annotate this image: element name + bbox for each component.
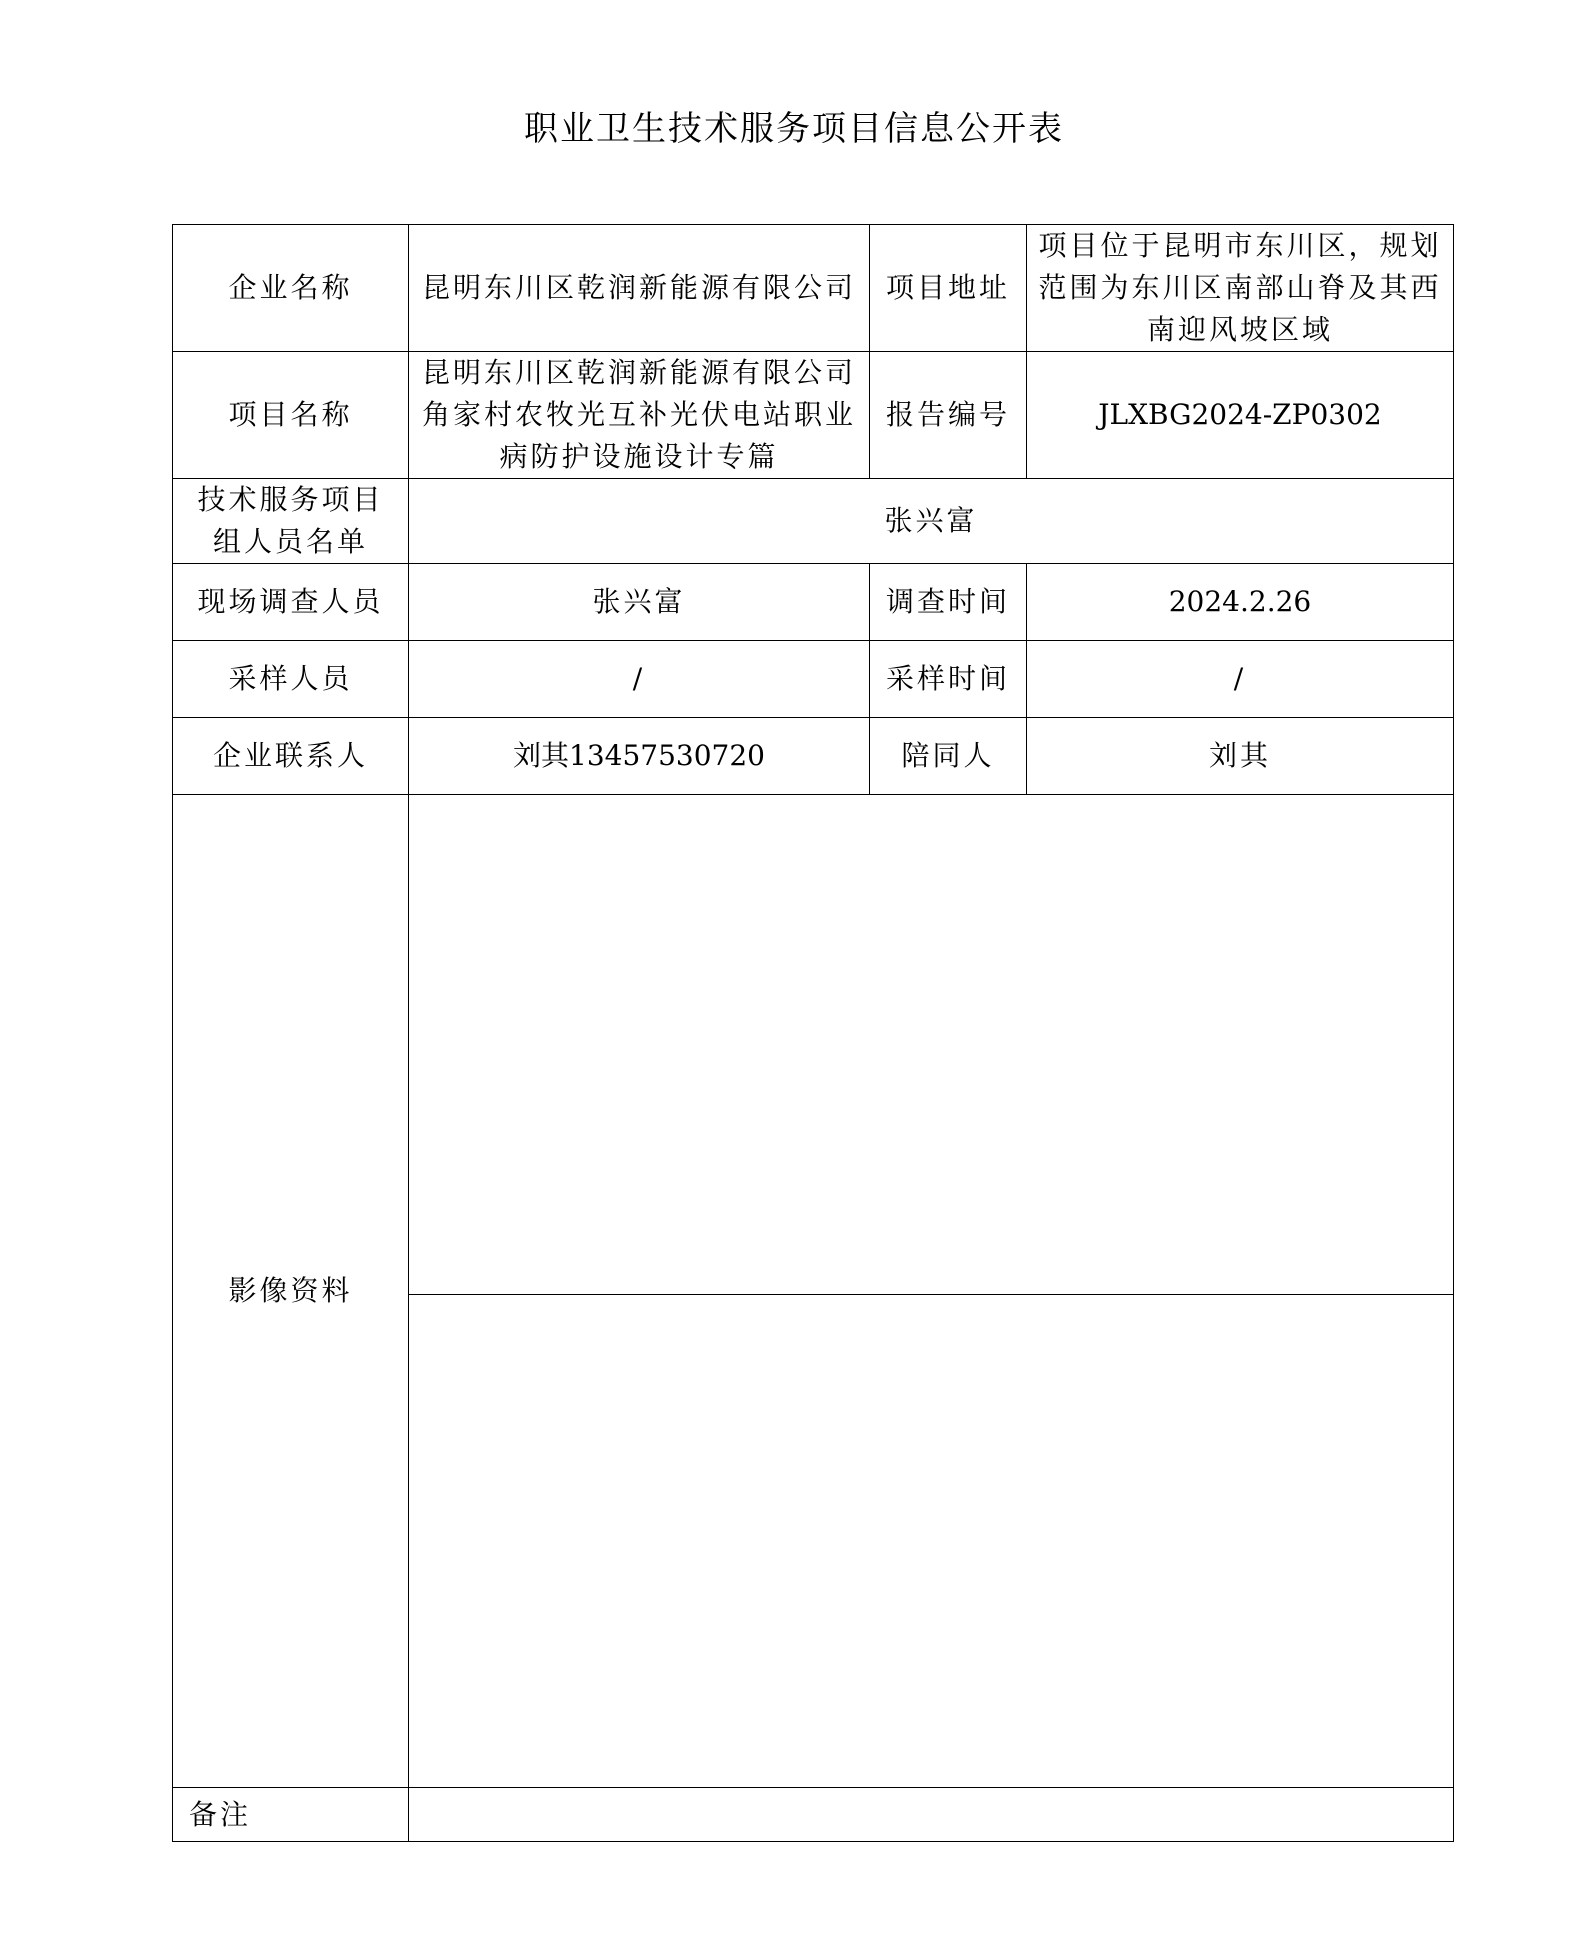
survey-time-label: 调查时间 [870,564,1027,641]
company-contact-label: 企业联系人 [173,718,409,795]
table-row-remarks [173,1788,1454,1842]
sampling-staff-value: / [409,641,870,718]
image-materials-area [409,795,1454,1788]
survey-staff-value: 张兴富 [409,564,870,641]
table-row-sampling [173,641,1454,718]
escort-label: 陪同人 [870,718,1027,795]
image-slot-1 [409,795,1453,1295]
table-row-team [173,479,1454,564]
remarks-value [409,1788,1454,1842]
remarks-label: 备注 [173,1788,409,1842]
survey-time-value: 2024.2.26 [1027,564,1454,641]
report-number-value: JLXBG2024-ZP0302 [1027,352,1454,479]
project-address-value: 项目位于昆明市东川区，规划范围为东川区南部山脊及其西南迎风坡区域 [1027,225,1454,352]
table-row-project [173,352,1454,479]
table-row-images [173,795,1454,1788]
table-row-survey [173,564,1454,641]
survey-staff-label: 现场调查人员 [173,564,409,641]
sampling-time-value: / [1027,641,1454,718]
table-row-company [173,225,1454,352]
project-address-label: 项目地址 [870,225,1027,352]
info-table [172,224,1454,1842]
sampling-staff-label: 采样人员 [173,641,409,718]
page-title: 职业卫生技术服务项目信息公开表 [524,109,1064,149]
table-row-contact [173,718,1454,795]
image-slot-2 [409,1295,1453,1787]
company-name-value: 昆明东川区乾润新能源有限公司 [409,225,870,352]
company-contact-value: 刘其13457530720 [409,718,870,795]
team-members-value: 张兴富 [409,479,1454,564]
team-members-label: 技术服务项目组人员名单 [173,479,409,564]
project-name-label: 项目名称 [173,352,409,479]
sampling-time-label: 采样时间 [870,641,1027,718]
company-name-label: 企业名称 [173,225,409,352]
report-number-label: 报告编号 [870,352,1027,479]
image-materials-label: 影像资料 [173,795,409,1788]
escort-value: 刘其 [1027,718,1454,795]
project-name-value: 昆明东川区乾润新能源有限公司角家村农牧光互补光伏电站职业病防护设施设计专篇 [409,352,870,479]
